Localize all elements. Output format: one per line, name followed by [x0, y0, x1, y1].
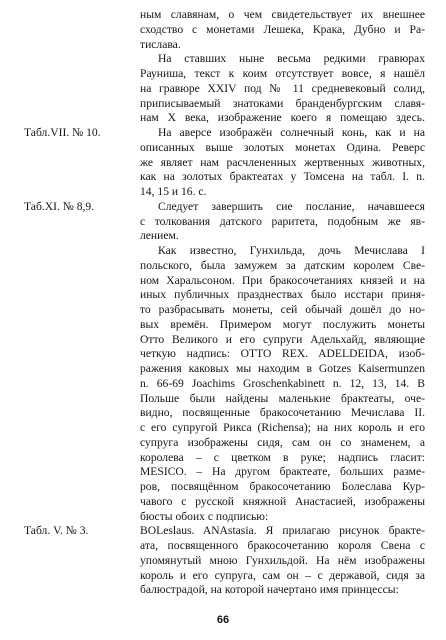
text-line: упомянутый мною Гунхильдой. На нём изображены	[140, 553, 425, 567]
text-line: нам X века, изображение коего я помещаю здесь.	[140, 111, 425, 125]
text-line: вых времён. Примером могут послужить монеты	[140, 317, 425, 331]
text-line: n. 66-69 Joachims Groschenkabinett n. 12, 13, 14. В	[140, 376, 425, 390]
text-line: тислава.	[140, 37, 181, 51]
text-line: 14, 15 и 16. с.	[140, 185, 207, 198]
text-line: ата, посвященного бракосочетанию короля Свена с	[140, 539, 425, 552]
text-line: чавого с русской княжной Анастасией, изображены	[140, 494, 425, 508]
text-line: ров, посвящённом бракосочетанию Болеслава Кур-	[140, 480, 425, 493]
text-line: На ставших ныне весьма редкими гравюрах	[158, 52, 425, 66]
text-line: бюсты обоих с подписью:	[140, 509, 269, 523]
text-line: польского, была замужем за датским королем Све-	[140, 258, 425, 272]
text-line: приписываемый знатоками бранденбургским славя-	[140, 96, 425, 110]
text-line: видно, посвященные бракосочетанию Мечислава II.	[140, 406, 425, 420]
text-line: Как известно, Гунхильда, дочь Мечислава I	[158, 244, 425, 257]
text-line: же являет нам расчлененных жертвенных животных,	[140, 155, 425, 169]
text-line: Польше были найдены маленькие брактеаты, оче-	[140, 391, 425, 405]
text-line: балюстрадой, на которой начертано имя принцессы:	[140, 583, 399, 597]
text-line: Рауниша, текст к коим отсутствует вовсе, я нашёл	[140, 67, 425, 80]
text-line: король и его супруга, сам он – с державой, сидя за	[140, 568, 425, 582]
text-line: ражения каковых мы находим в Gotzes Kaisermunzen	[140, 362, 425, 375]
text-line: сходство с монетами Лешека, Крака, Дубно и Ра-	[140, 22, 425, 36]
margin-reference: Таб.XI. № 8,9.	[24, 199, 95, 213]
text-line: Следует завершить сие послание, начавшееся	[158, 199, 425, 213]
text-line: то разбрасывать монеты, сей обычай дошёл до но-	[140, 303, 425, 316]
text-line: королева – с цветком в руке; надпись гласит:	[140, 450, 425, 464]
text-line: MESICO. – На другом брактеате, больших разме-	[140, 465, 425, 479]
text-line: Отто Великого и его супруги Адельхайд, являющие	[140, 332, 425, 346]
text-line: как на золотых брактеатах у Томсена на табл. I. n.	[140, 170, 425, 184]
text-line: описанных выше золотых монетах Одина. Реверс	[140, 140, 425, 154]
text-line: с толкования датского раритета, подобным же яв-	[140, 214, 425, 228]
margin-reference: Табл.VII. № 10.	[24, 126, 101, 139]
text-line: с его супругой Рикса (Richensa); на них король и его	[140, 421, 425, 434]
text-line: BOLeslaus. ANAstasia. Я прилагаю рисунок бракте-	[140, 524, 425, 538]
text-line: иных публичных празднествах было исстари приня-	[140, 288, 425, 302]
text-line: супруга изображены сидя, сам он со знаменем, а	[140, 435, 425, 449]
text-line: четкую надпись: OTTO REX. ADELDEIDA, изоб-	[140, 347, 425, 361]
text-line: На аверсе изображён солнечный конь, как и на	[158, 126, 425, 139]
page-number: 66	[216, 614, 230, 626]
text-line: лением.	[140, 229, 179, 243]
text-line: на гравюре XXIV под № 11 средневековый солид,	[140, 81, 425, 95]
text-line: ным славянам, о чем свидетельствует их внешнее	[140, 8, 425, 21]
text-line: ном Харальсоном. При бракосочетаниях князей и на	[140, 273, 425, 287]
margin-reference: Табл. V. № 3.	[24, 524, 89, 538]
